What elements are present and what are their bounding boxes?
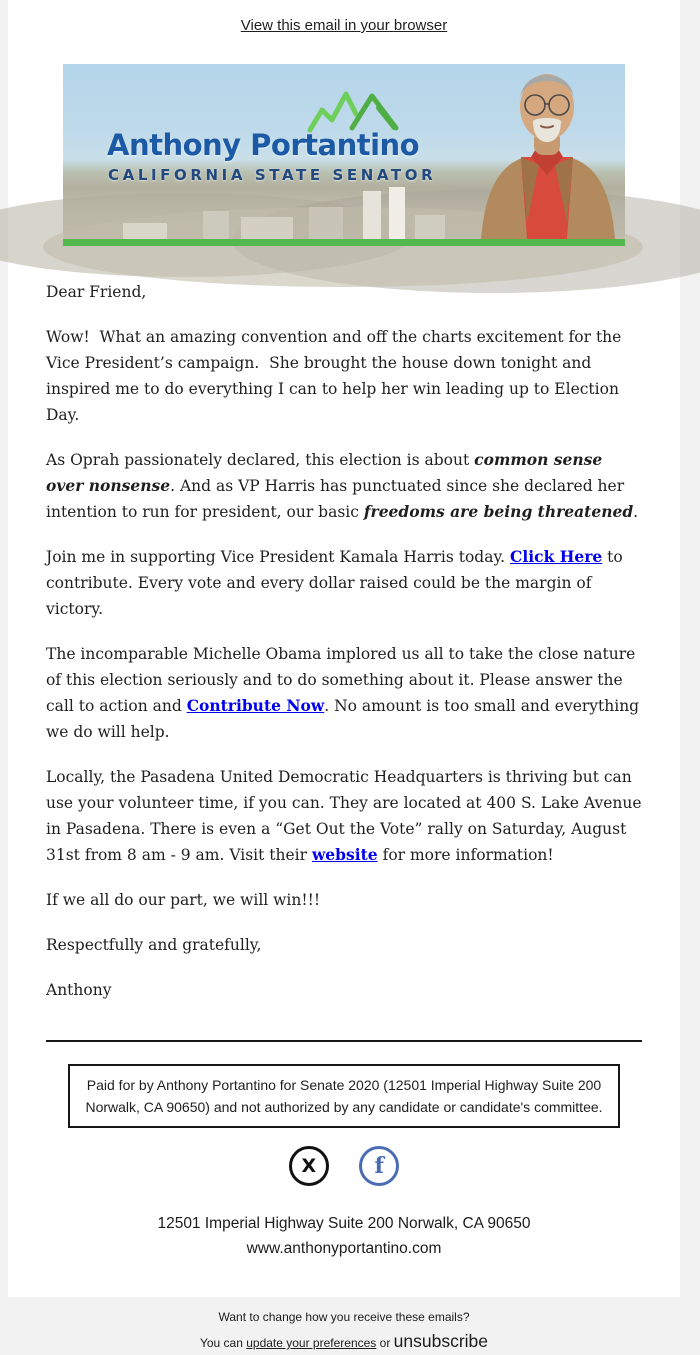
update-preferences-link[interactable]: update your preferences bbox=[246, 1336, 377, 1350]
contribute-now-link[interactable]: Contribute Now bbox=[186, 696, 325, 715]
banner-green-bar bbox=[63, 239, 625, 246]
text-segment: common sense over nonsense bbox=[46, 450, 603, 495]
change-emails-question: Want to change how you receive these emails? bbox=[218, 1310, 470, 1324]
email-letter bbox=[8, 279, 680, 1003]
text-segment: The incomparable Michelle Obama implored us all to take the close nature of this election seriously and to do something about it. Please answer the call to action and bbox=[46, 645, 636, 715]
text-segment: Join me in supporting Vice President Kamala Harris today. bbox=[46, 548, 511, 566]
text-segment: Respectfully and gratefully, bbox=[46, 936, 262, 954]
unsubscribe-link[interactable]: unsubscribe bbox=[393, 1331, 489, 1351]
text-segment: to contribute. Every vote and every dollar raised could be the margin of victory. bbox=[46, 548, 623, 618]
paragraph-obama bbox=[46, 641, 642, 745]
preferences-line bbox=[8, 1329, 680, 1355]
paragraph-convention bbox=[46, 324, 642, 428]
x-twitter-icon[interactable]: X bbox=[289, 1146, 329, 1186]
campaign-banner bbox=[63, 64, 625, 246]
paragraph-oprah bbox=[46, 447, 642, 525]
preferences-prefix: You can bbox=[199, 1336, 247, 1350]
footer-smallprint bbox=[8, 1305, 680, 1355]
text-segment: Locally, the Pasadena United Democratic Headquarters is thriving but can use your volunteer time, if you can. They are located at 400 S. Lake Avenue in Pasadena. There is even a “Get Out the Vote” rally on Saturday, August 31st from 8 am - 9 am. Visit their bbox=[46, 768, 642, 864]
text-segment: Anthony bbox=[46, 981, 112, 999]
view-in-browser-link[interactable]: View this email in your browser bbox=[240, 17, 448, 34]
paragraph-join bbox=[46, 544, 642, 622]
paragraph-pasadena bbox=[46, 764, 642, 868]
banner-office-title: CALIFORNIA STATE SENATOR bbox=[108, 166, 437, 184]
text-segment: Wow! What an amazing convention and off the charts excitement for the Vice President’s campaign. She brought the house down tonight and inspired me to do everything I can to help her win leading up to Election Day. bbox=[46, 328, 622, 424]
text-segment: freedoms are being threatened bbox=[363, 502, 634, 521]
text-segment: As Oprah passionately declared, this election is about bbox=[46, 451, 475, 469]
footer-divider bbox=[46, 1040, 642, 1042]
text-segment: Dear Friend, bbox=[46, 283, 147, 301]
email-body bbox=[8, 0, 680, 1351]
footer-address-block bbox=[8, 1211, 680, 1261]
text-segment: If we all do our part, we will win!!! bbox=[46, 891, 321, 909]
senator-photo bbox=[471, 63, 623, 239]
footer-address: 12501 Imperial Highway Suite 200 Norwalk, CA 90650 bbox=[157, 1215, 531, 1232]
facebook-icon[interactable]: f bbox=[359, 1146, 399, 1186]
website-link[interactable]: website bbox=[311, 845, 378, 864]
preheader bbox=[8, 0, 680, 34]
text-segment: . And as VP Harris has punctuated since she declared her intention to run for president, our basic bbox=[46, 477, 625, 521]
paragraph-win bbox=[46, 887, 642, 913]
click-here-link[interactable]: Click Here bbox=[510, 547, 603, 566]
preferences-middle: or bbox=[376, 1336, 394, 1350]
text-segment: for more information! bbox=[377, 846, 554, 864]
paragraph-closing bbox=[46, 932, 642, 958]
paragraph-signature bbox=[46, 977, 642, 1003]
footer-website-url: www.anthonyportantino.com bbox=[246, 1240, 442, 1257]
text-segment: . No amount is too small and everything we do will help. bbox=[46, 697, 640, 741]
social-links bbox=[8, 1146, 680, 1186]
banner-candidate-name: Anthony Portantino bbox=[107, 128, 420, 162]
paid-for-disclaimer-box: Paid for by Anthony Portantino for Senate 2020 (12501 Imperial Highway Suite 200 Norwalk, CA 90650) and not authorized by any candidate or candidate's committee. bbox=[68, 1064, 620, 1128]
text-segment: . bbox=[633, 503, 639, 521]
